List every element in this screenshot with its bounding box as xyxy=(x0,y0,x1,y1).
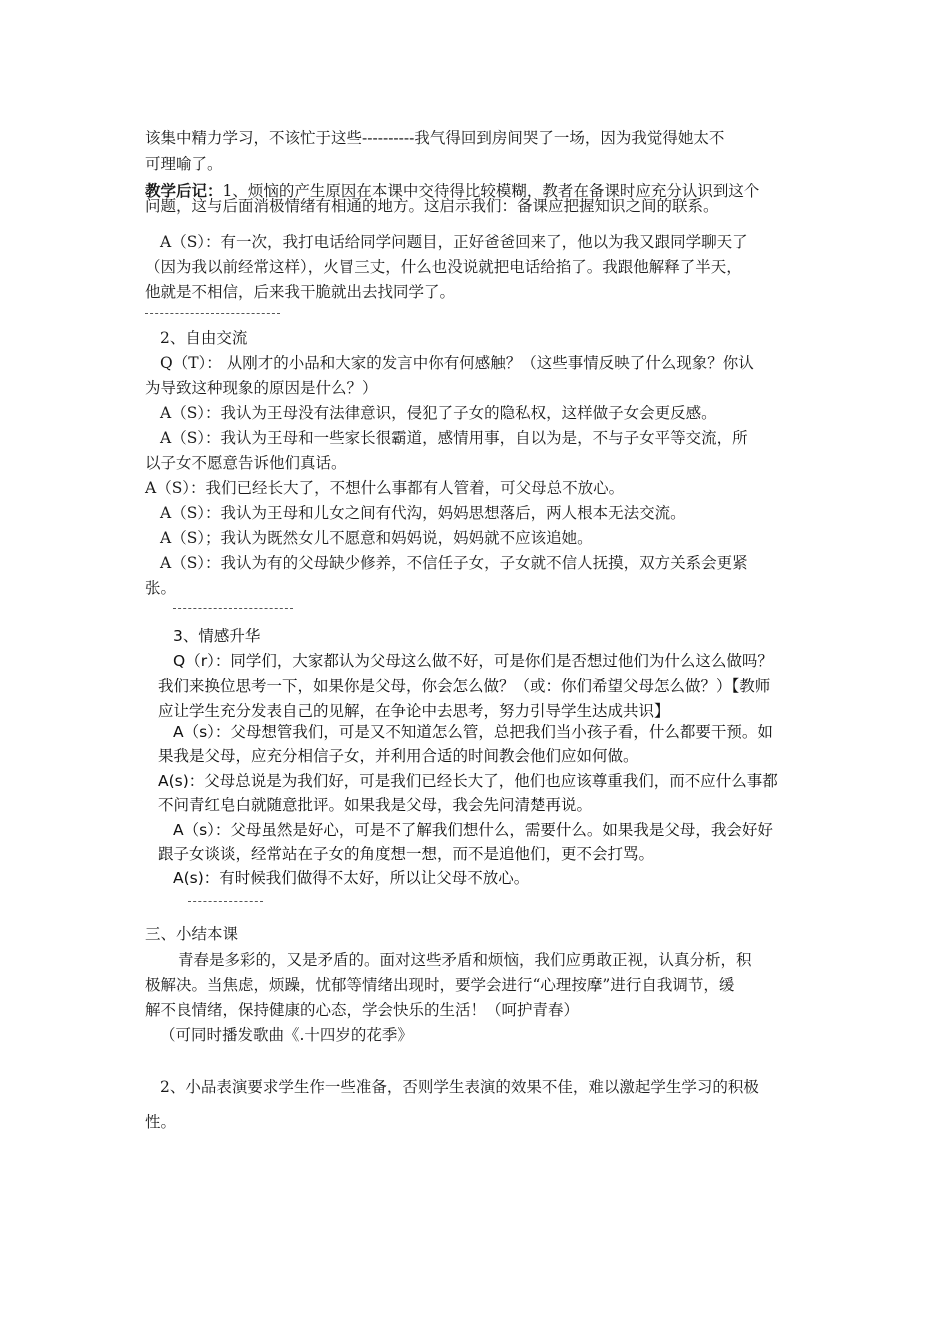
text-line: A（s）：父母想管我们，可是又不知道怎么管，总把我们当小孩子看，什么都要干预。如 xyxy=(173,723,773,741)
text-line: Q（r）：同学们，大家都认为父母这么做不好，可是你们是否想过他们为什么这么做吗？ xyxy=(173,652,773,670)
text-line: 极解决。当焦虑，烦躁，忧郁等情绪出现时，要学会进行“心理按摩”进行自我调节，缓 xyxy=(145,976,735,994)
text-line: A（s）：父母虽然是好心，可是不了解我们想什么，需要什么。如果我是父母，我会好好 xyxy=(173,821,773,839)
text-line: A（S）：我认为有的父母缺少修养，不信任子女，子女就不信人抚摸，双方关系会更紧 xyxy=(160,554,748,572)
text-line: （因为我以前经常这样），火冒三丈，什么也没说就把电话给掐了。我跟他解释了半天， xyxy=(145,258,742,276)
text-line: 他就是不相信，后来我干脆就出去找同学了。 xyxy=(145,283,456,301)
text-line: A（S）：有一次，我打电话给同学问题目，正好爸爸回来了，他以为我又跟同学聊天了 xyxy=(160,233,748,251)
text-line: 青春是多彩的，又是矛盾的。面对这些矛盾和烦恼，我们应勇敢正视，认真分析，积 xyxy=(178,951,752,969)
teaching-note-label: 教学后记： xyxy=(145,181,223,200)
dashed-divider xyxy=(145,313,280,314)
text-line: 张。 xyxy=(145,579,177,597)
text-line: 问题，这与后面消极情绪有相通的地方。这启示我们：备课应把握知识之间的联系。 xyxy=(145,197,719,215)
text-line: A（S）；我认为既然女儿不愿意和妈妈说，妈妈就不应该追她。 xyxy=(160,529,593,547)
text-line: 解不良情绪，保持健康的心态，学会快乐的生活！（呵护青春） xyxy=(145,1001,580,1019)
teaching-note-text: 1、烦恼的产生原因在本课中交待得比较模糊，教者在备课时应充分认识到这个 xyxy=(222,182,760,200)
dashed-divider xyxy=(173,608,293,609)
text-line: 不问青红皂白就随意批评。如果我是父母，我会先问清楚再说。 xyxy=(158,796,593,814)
text-line: 2、小品表演要求学生作一些准备，否则学生表演的效果不佳，难以激起学生学习的积极 xyxy=(160,1078,759,1096)
text-line: 可理喻了。 xyxy=(145,155,223,173)
section-heading: 3、情感升华 xyxy=(173,627,261,645)
text-line: A（S）：我认为王母和儿女之间有代沟，妈妈思想落后，两人根本无法交流。 xyxy=(160,504,686,522)
text-line: 为导致这种现象的原因是什么？） xyxy=(145,379,378,397)
text-line: 性。 xyxy=(145,1113,177,1131)
section-heading: 三、小结本课 xyxy=(145,925,239,943)
text-line: 该集中精力学习，不该忙于这些----------我气得回到房间哭了一场，因为我觉得她太不 xyxy=(145,129,725,147)
text-line: Q（T）： 从刚才的小品和大家的发言中你有何感触？（这些事情反映了什么现象？你认 xyxy=(160,354,754,372)
text-line: 我们来换位思考一下，如果你是父母，你会怎么做？（或：你们希望父母怎么做？）【教师 xyxy=(158,677,771,695)
text-line: A（S）：我认为王母和一些家长很霸道，感情用事，自以为是，不与子女平等交流，所 xyxy=(160,429,748,447)
dashed-divider xyxy=(188,901,263,902)
text-line: A(s)：父母总说是为我们好，可是我们已经长大了，他们也应该尊重我们，而不应什么事都 xyxy=(158,772,778,790)
text-line: 应让学生充分发表自己的见解，在争论中去思考，努力引导学生达成共识】 xyxy=(158,702,670,720)
section-heading: 2、自由交流 xyxy=(160,329,248,347)
text-line: （可同时播发歌曲《.十四岁的花季》 xyxy=(160,1026,413,1044)
text-line: A（S）：我们已经长大了，不想什么事都有人管着，可父母总不放心。 xyxy=(145,479,625,497)
text-line: 果我是父母，应充分相信子女，并利用合适的时间教会他们应如何做。 xyxy=(158,747,639,765)
text-line: 以子女不愿意告诉他们真话。 xyxy=(145,454,347,472)
text-line: 跟子女谈谈，经常站在子女的角度想一想，而不是追他们，更不会打骂。 xyxy=(158,845,655,863)
text-line: A（S）：我认为王母没有法律意识，侵犯了子女的隐私权，这样做子女会更反感。 xyxy=(160,404,717,422)
text-line: A(s)：有时候我们做得不太好，所以让父母不放心。 xyxy=(173,869,530,887)
